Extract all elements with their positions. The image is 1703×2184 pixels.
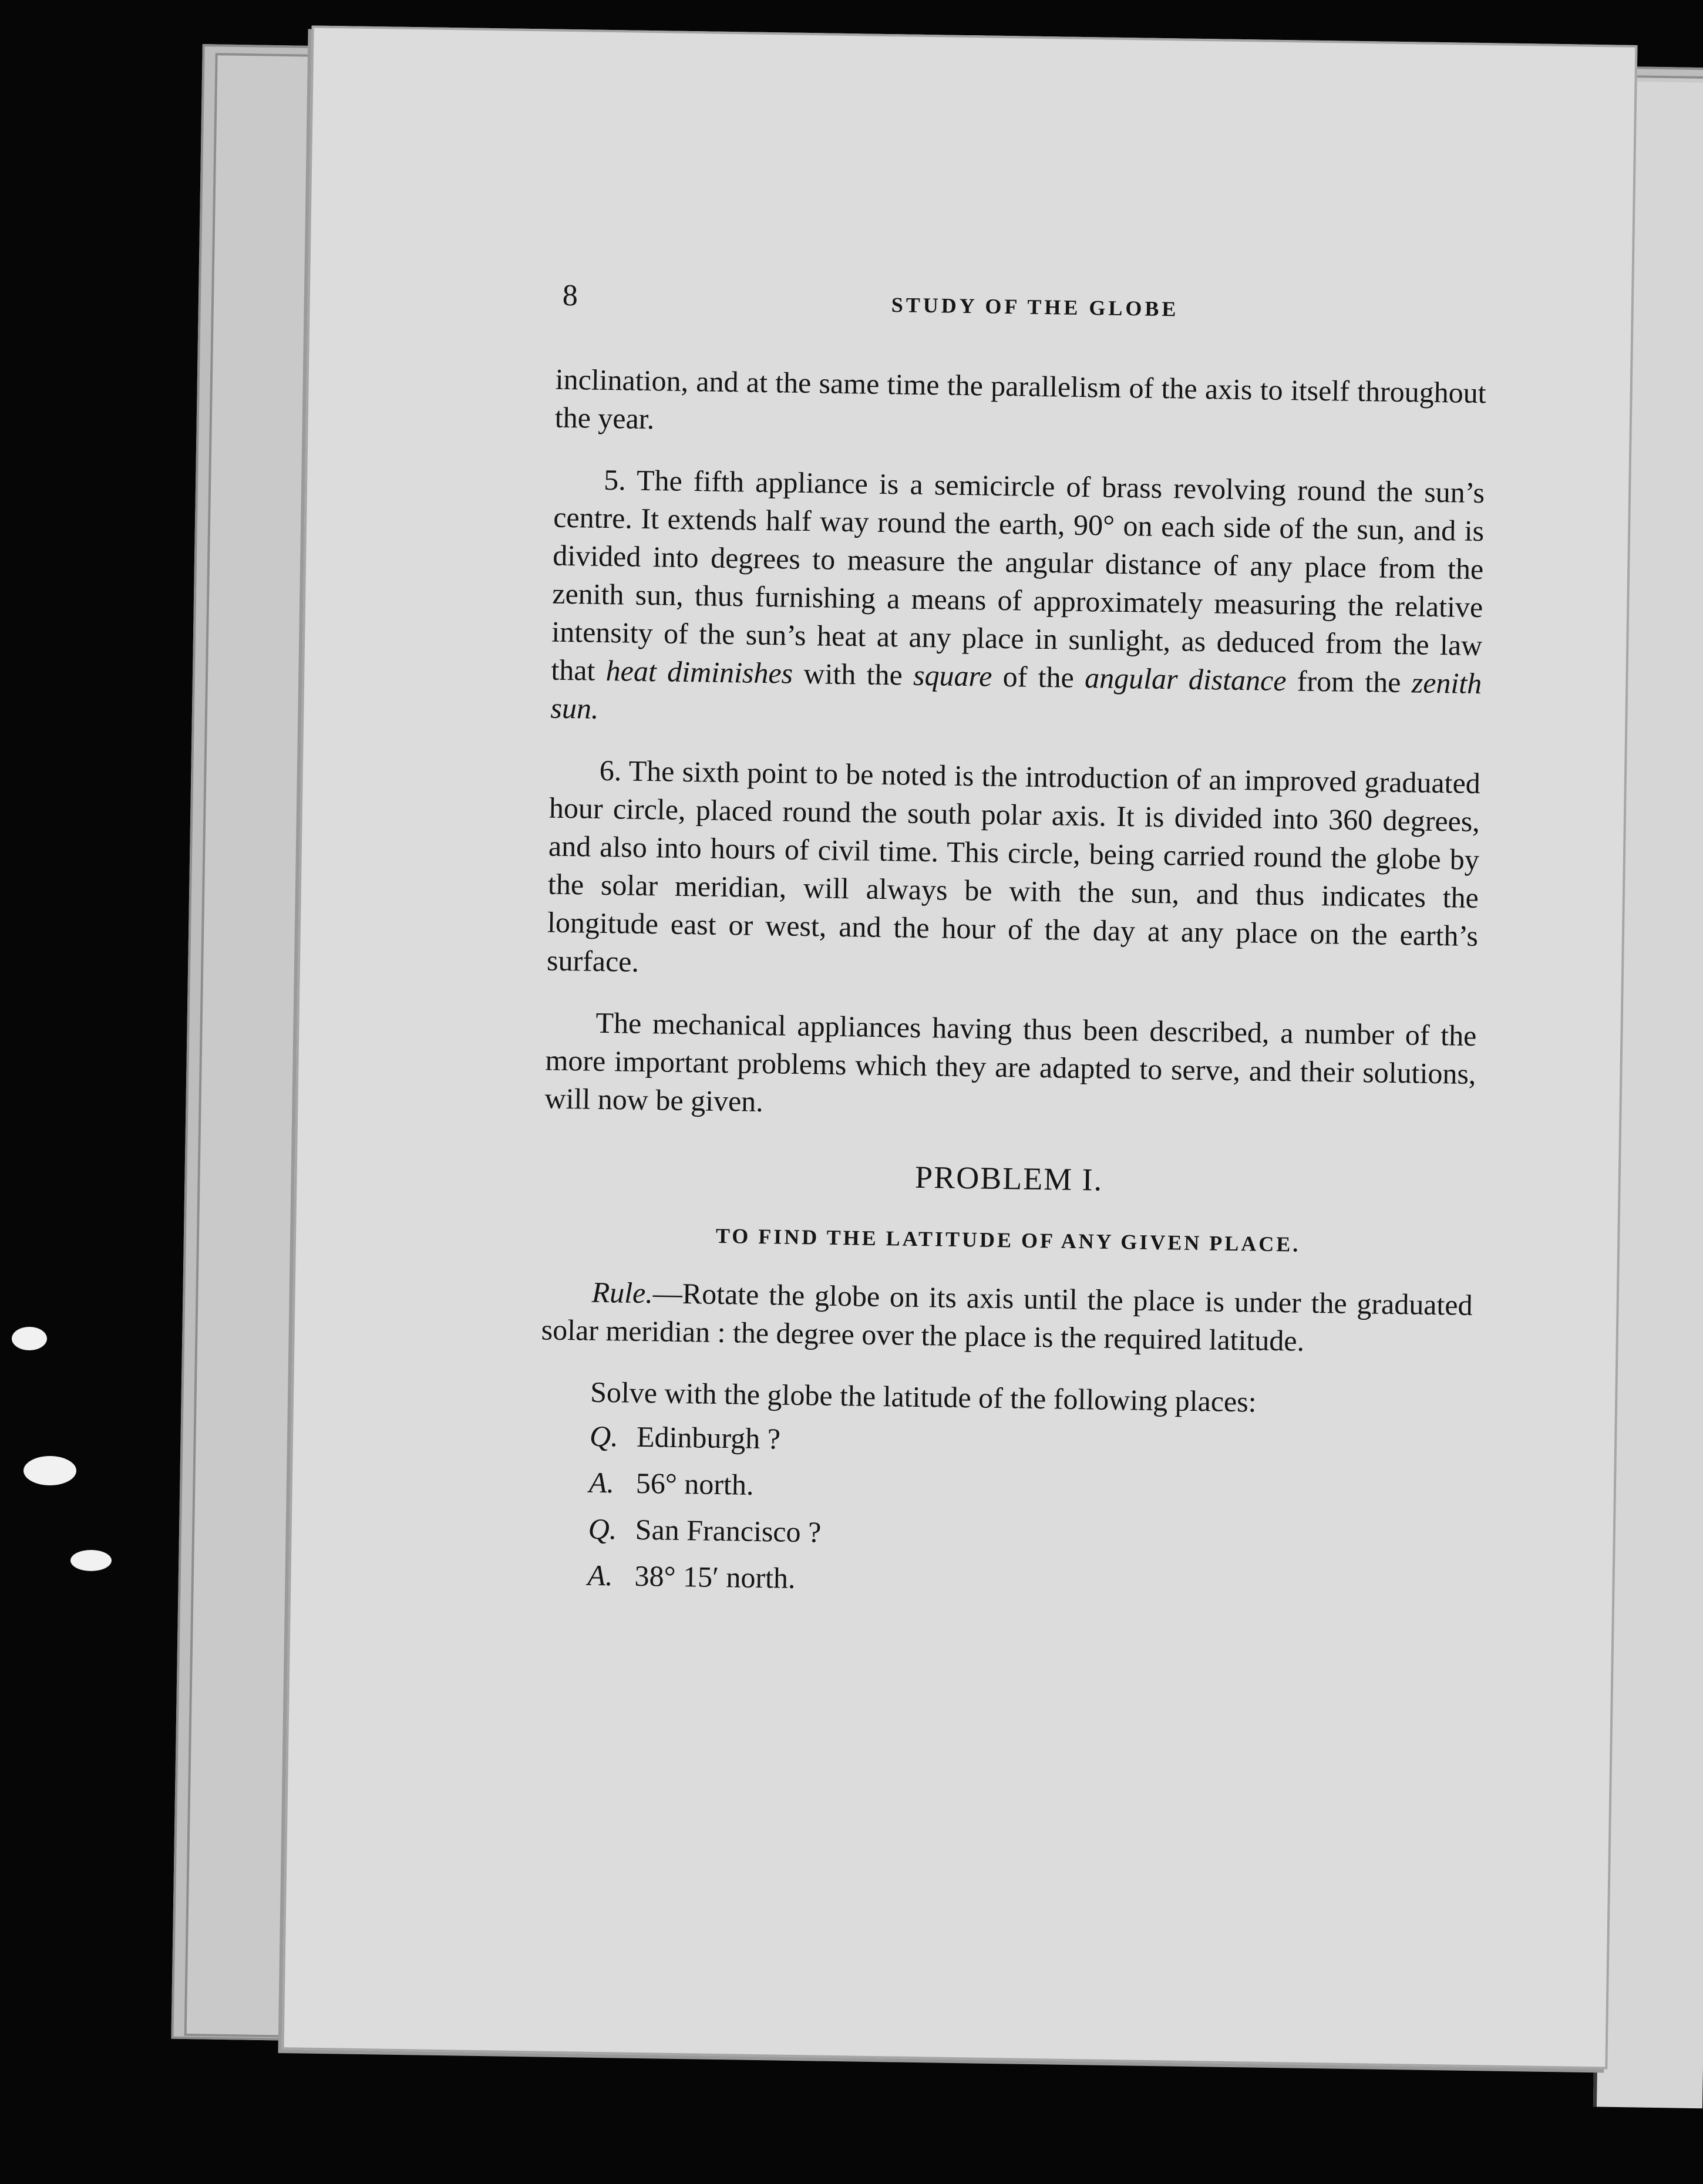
qa-item <box>588 1510 1469 1561</box>
paper-speck <box>12 1327 47 1350</box>
qa-item <box>590 1417 1471 1468</box>
problem-subheading: TO FIND THE LATITUDE OF ANY GIVEN PLACE. <box>715 1224 1301 1256</box>
running-head <box>562 278 1573 329</box>
solve-intro: Solve with the globe the latitude of the following places: <box>590 1375 1257 1418</box>
qa-mark: Q. <box>588 1512 617 1546</box>
qa-text: Edinburgh ? <box>636 1420 781 1455</box>
page-number: 8 <box>562 278 578 313</box>
paper-speck <box>70 1550 112 1571</box>
paragraph-text: with the <box>792 656 914 692</box>
qa-mark: A. <box>588 1465 615 1499</box>
qa-list <box>537 1416 1470 1607</box>
paragraph-text: of the <box>991 659 1085 695</box>
page-body <box>537 360 1486 1616</box>
paragraph-transition: The mechanical appliances having thus been described, a number of the more important problems which they are adapted to serve, and their solutions, will now be given. <box>544 1006 1477 1118</box>
rule-paragraph <box>541 1272 1473 1362</box>
paper-speck <box>23 1456 76 1485</box>
qa-text: 56° north. <box>635 1466 754 1501</box>
rule-text: —Rotate the globe on its axis until the place is under the graduated solar meridian : the degree over the place is the required latitude. <box>541 1276 1473 1357</box>
italic-phrase: zenith sun. <box>550 666 1482 725</box>
problem-heading: PROBLEM I. <box>914 1159 1103 1198</box>
qa-mark: Q. <box>589 1419 619 1453</box>
paragraph-sixth-point: 6. The sixth point to be noted is the introduction of an improved graduated hour circle, placed round the south polar axis. It is divided into 360 degrees, and also into hours of civil time. This circle, being carried round the globe by the solar meridian, will always be with the sun, and thus indicates the longitude east or west, and the hour of the day at any place on the earth’s surface. <box>546 753 1481 978</box>
qa-text: San Francisco ? <box>635 1512 822 1549</box>
italic-phrase: square <box>913 658 992 693</box>
paragraph-text: from the <box>1286 664 1412 699</box>
paragraph-continued: inclination, and at the same time the parallelism of the axis to itself throughout the year. <box>554 362 1487 436</box>
italic-phrase: heat diminishes <box>605 653 793 690</box>
italic-phrase: angular distance <box>1084 661 1287 697</box>
running-title: STUDY OF THE GLOBE <box>891 293 1179 321</box>
qa-text: 38° 15′ north. <box>634 1559 796 1595</box>
paragraph-fifth-appliance <box>550 460 1485 741</box>
qa-item <box>587 1556 1469 1607</box>
qa-item <box>588 1464 1470 1515</box>
qa-mark: A. <box>587 1558 614 1592</box>
rule-label: Rule. <box>591 1275 654 1310</box>
paragraph-text: 5. The fifth appliance is a semicircle of brass revolving round the sun’s centre. It extends half way round the earth, 90° on each side of the sun, and is divided into degrees to measure the angular distance of any place from the zenith sun, thus furnishing a means of approximately measuring the relative intensity of the sun’s heat at any place in sunlight, as deduced from the law that <box>551 463 1485 687</box>
book-page <box>282 25 1638 2069</box>
